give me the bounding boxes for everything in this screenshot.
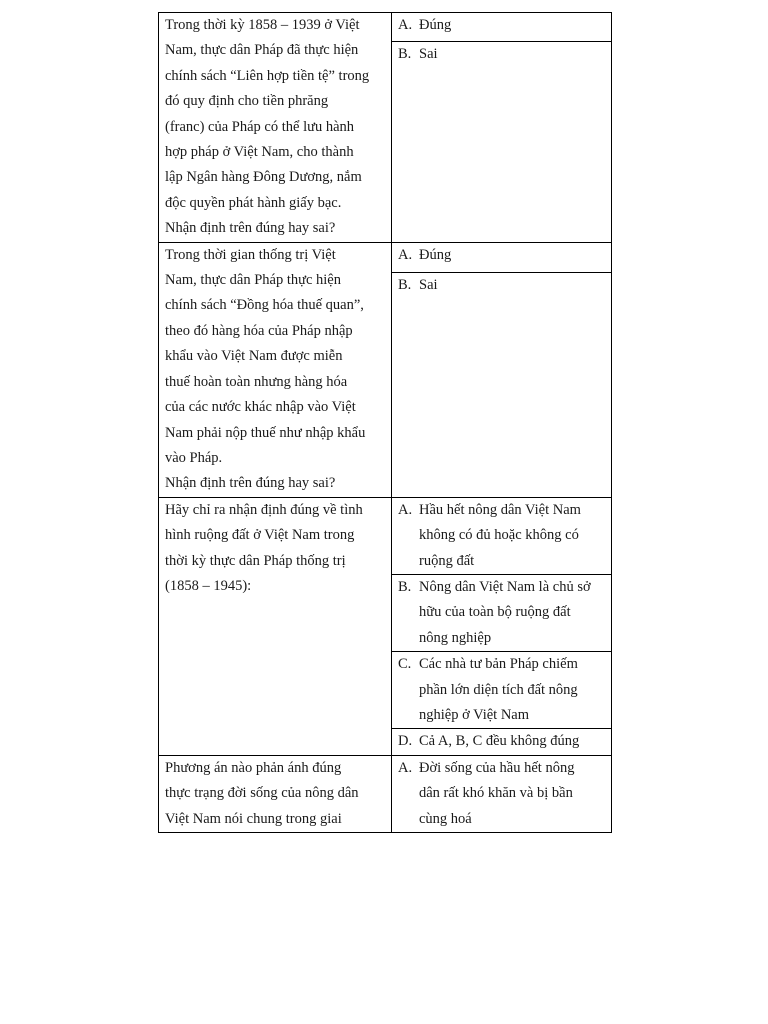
option-letter: B.	[398, 45, 412, 62]
option-text: cùng hoá	[419, 810, 472, 827]
question-line: Trong thời gian thống trị Việt	[165, 246, 336, 263]
question-4-option-a[interactable]	[392, 755, 612, 832]
question-line: Trong thời kỳ 1858 – 1939 ở Việt	[165, 17, 360, 33]
option-text: nông nghiệp	[419, 629, 492, 646]
question-row-4	[159, 755, 612, 832]
option-text: hữu của toàn bộ ruộng đất	[419, 604, 571, 621]
option-text: ruộng đất	[419, 552, 475, 569]
option-text: không có đủ hoặc không có	[419, 527, 579, 544]
question-line: Nam phải nộp thuế như nhập khẩu	[165, 424, 366, 441]
question-line: Phương án nào phản ánh đúng	[165, 759, 342, 776]
question-line: (franc) của Pháp có thể lưu hành	[165, 118, 355, 135]
question-1-text	[159, 13, 392, 243]
question-4-text	[159, 755, 392, 832]
quiz-table	[158, 12, 612, 833]
question-line: hợp pháp ở Việt Nam, cho thành	[165, 144, 354, 161]
option-letter: A.	[398, 246, 413, 263]
question-line: thuế hoàn toàn nhưng hàng hóa	[165, 373, 348, 390]
question-line: Nam, thực dân Pháp đã thực hiện	[165, 42, 359, 59]
option-text: dân rất khó khăn và bị bần	[419, 785, 573, 802]
option-letter: A.	[398, 501, 413, 518]
option-text: Các nhà tư bản Pháp chiếm	[419, 656, 578, 673]
option-text: Sai	[419, 45, 438, 62]
question-line: hình ruộng đất ở Việt Nam trong	[165, 527, 355, 544]
option-text: Sai	[419, 276, 438, 293]
question-3-option-a[interactable]	[392, 497, 612, 574]
question-3-option-d[interactable]	[392, 729, 612, 755]
option-letter: B.	[398, 578, 412, 595]
option-text: Đúng	[419, 246, 452, 263]
question-1-option-b[interactable]	[392, 41, 612, 242]
question-2-option-b[interactable]	[392, 272, 612, 497]
question-line: theo đó hàng hóa của Pháp nhập	[165, 322, 353, 339]
question-line: Nam, thực dân Pháp thực hiện	[165, 272, 341, 289]
option-text: Nông dân Việt Nam là chủ sở	[419, 578, 591, 595]
option-text: Cả A, B, C đều không đúng	[419, 733, 580, 750]
question-line: đó quy định cho tiền phrăng	[165, 93, 329, 110]
question-line: thực trạng đời sống của nông dân	[165, 785, 359, 802]
question-row-1	[159, 13, 612, 42]
question-2-text	[159, 242, 392, 497]
question-line: Nhận định trên đúng hay sai?	[165, 475, 336, 492]
question-row-2	[159, 242, 612, 272]
question-line: Hãy chỉ ra nhận định đúng về tình	[165, 501, 363, 518]
option-letter: C.	[398, 656, 412, 673]
option-letter: D.	[398, 733, 413, 750]
question-line: Việt Nam nói chung trong giai	[165, 810, 342, 827]
option-text: Đời sống của hầu hết nông	[419, 759, 575, 776]
question-line: của các nước khác nhập vào Việt	[165, 399, 356, 416]
question-line: (1858 – 1945):	[165, 577, 252, 594]
option-letter: A.	[398, 17, 413, 33]
option-letter: B.	[398, 276, 412, 293]
question-2-option-a[interactable]	[392, 242, 612, 272]
question-line: lập Ngân hàng Đông Dương, nắm	[165, 169, 362, 186]
option-text: Hầu hết nông dân Việt Nam	[419, 501, 581, 518]
question-3-option-c[interactable]	[392, 652, 612, 729]
question-line: khẩu vào Việt Nam được miễn	[165, 348, 343, 365]
question-1-option-a[interactable]	[392, 13, 612, 42]
option-text: Đúng	[419, 17, 452, 33]
question-line: Nhận định trên đúng hay sai?	[165, 220, 336, 237]
option-text: phần lớn diện tích đất nông	[419, 681, 578, 698]
question-3-option-b[interactable]	[392, 574, 612, 651]
option-text: nghiệp ở Việt Nam	[419, 706, 530, 723]
option-letter: A.	[398, 759, 413, 776]
question-row-3	[159, 497, 612, 574]
question-line: thời kỳ thực dân Pháp thống trị	[165, 552, 346, 569]
question-line: chính sách “Liên hợp tiền tệ” trong	[165, 67, 370, 84]
question-line: vào Pháp.	[165, 449, 223, 466]
question-line: độc quyền phát hành giấy bạc.	[165, 194, 342, 211]
question-line: chính sách “Đồng hóa thuế quan”,	[165, 297, 364, 314]
question-3-text	[159, 497, 392, 755]
